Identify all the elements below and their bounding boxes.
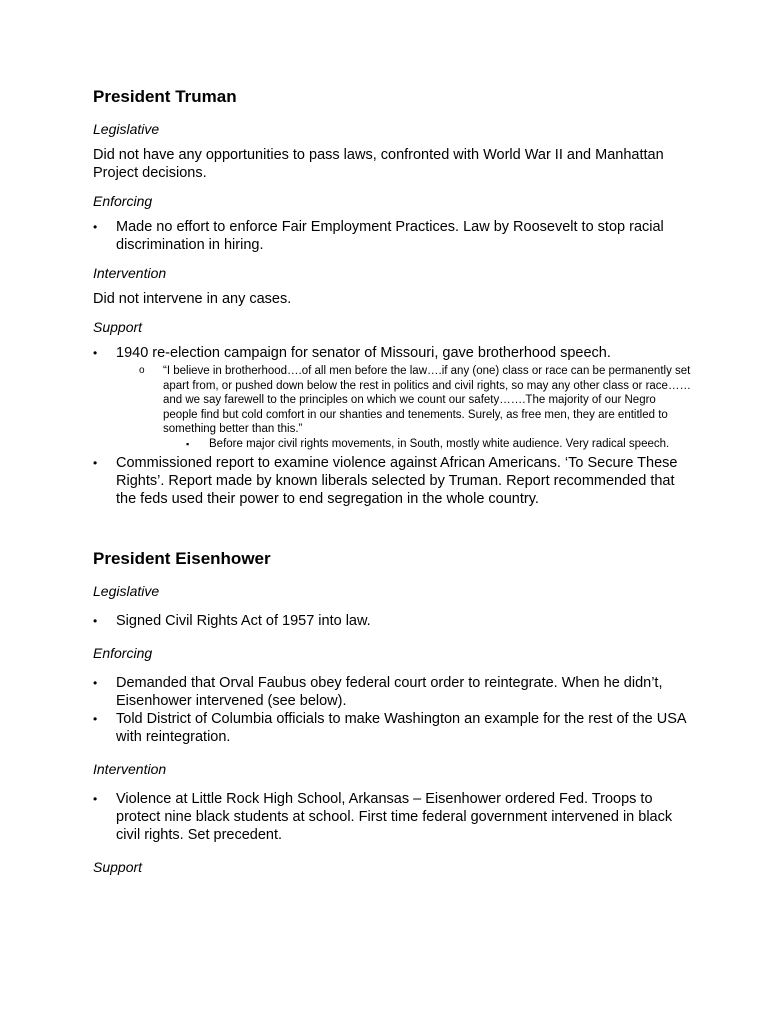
bullet-icon: • [93, 346, 98, 360]
list-item [93, 790, 693, 844]
eisenhower-enforcing-heading: Enforcing [93, 644, 153, 661]
list-item-text: Made no effort to enforce Fair Employment Practices. Law by Roosevelt to stop racial discrimination in hiring. [116, 219, 664, 253]
list-item [93, 710, 693, 746]
quote-sublist [116, 364, 693, 452]
section-title-eisenhower: President Eisenhower [93, 548, 271, 568]
eisenhower-intervention-list [93, 790, 693, 844]
list-item [93, 674, 693, 710]
list-item-text: Violence at Little Rock High School, Arkansas – Eisenhower ordered Fed. Troops to protect nine black students at school. First time federal government intervened in black civil rights. Set precedent. [116, 790, 673, 843]
list-item [93, 218, 693, 254]
eisenhower-support-heading: Support [93, 858, 143, 875]
circle-bullet-icon: o [139, 365, 145, 376]
bullet-icon: • [93, 613, 98, 628]
list-item [93, 344, 693, 452]
truman-intervention-heading: Intervention [93, 265, 167, 281]
truman-legislative-heading: Legislative [93, 121, 160, 137]
truman-enforcing-heading: Enforcing [93, 193, 153, 209]
bullet-icon: • [93, 455, 98, 470]
note-item [163, 437, 693, 452]
note-text: Before major civil rights movements, in South, mostly white audience. Very radical speech. [209, 437, 670, 450]
truman-enforcing-list [93, 218, 693, 254]
truman-support-heading: Support [93, 319, 143, 335]
list-item-text: 1940 re-election campaign for senator of Missouri, gave brotherhood speech. [116, 345, 611, 361]
eisenhower-enforcing-list [93, 674, 693, 746]
eisenhower-legislative-heading: Legislative [93, 582, 160, 599]
list-item-text: Commissioned report to examine violence against African Americans. ‘To Secure These Rights’. Report made by known liberals selected by Truman. Report recommended that the feds used their power to end segregation in the whole country. [116, 454, 678, 507]
truman-intervention-text: Did not intervene in any cases. [93, 291, 292, 307]
section-spacer [93, 518, 693, 548]
document-page [93, 86, 693, 884]
quote-text: “I believe in brotherhood….of all men before the law….if any (one) class or race can be permanently set apart from, or pushed down below the rest in politics and civil rights, so may any other class or race…… and we say farewell to the principles on which we count our safety…….The majority of our Negro people find but cold comfort in our shanties and tenements. Surely, as free men, they are entitled to something better than this.” [163, 365, 691, 436]
quote-item [116, 364, 693, 452]
eisenhower-legislative-list [93, 612, 693, 630]
square-bullet-icon: ▪ [186, 438, 190, 449]
list-item [93, 454, 693, 508]
bullet-icon: • [93, 791, 98, 806]
bullet-icon: • [93, 220, 98, 234]
truman-legislative-text: Did not have any opportunities to pass laws, confronted with World War II and Manhattan Project decisions. [93, 147, 664, 181]
note-sublist [163, 437, 693, 452]
bullet-icon: • [93, 711, 98, 726]
list-item-text: Signed Civil Rights Act of 1957 into law. [116, 612, 371, 629]
section-title-truman: President Truman [93, 87, 237, 106]
list-item-text: Demanded that Orval Faubus obey federal court order to reintegrate. When he didn’t, Eisenhower intervened (see below). [116, 674, 663, 709]
list-item [93, 612, 693, 630]
bullet-icon: • [93, 675, 98, 690]
truman-support-list [93, 344, 693, 508]
list-item-text: Told District of Columbia officials to make Washington an example for the rest of the USA with reintegration. [116, 710, 686, 745]
eisenhower-intervention-heading: Intervention [93, 760, 167, 777]
